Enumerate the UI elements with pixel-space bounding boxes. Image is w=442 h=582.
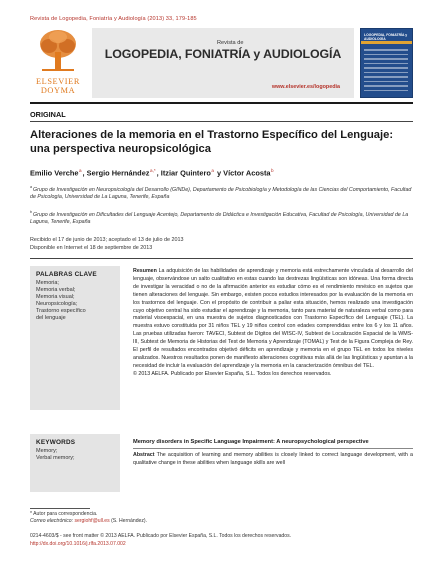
publisher-logo: [30, 28, 86, 98]
received-dates: Recibido el 17 de junio de 2013; aceptado el 13 de julio de 2013: [30, 237, 184, 243]
keyword-item: del lenguaje: [36, 315, 66, 321]
author-affiliation-mark[interactable]: a,*: [150, 168, 156, 173]
affiliation-text: Grupo de Investigación en Neuropsicología del Desarrollo (GINDe), Departamento de Psicobiología y Metodología de las Ciencias del Comportamiento, Facultad de Psicología, Universidad de La Laguna, Tenerife, España: [30, 186, 412, 201]
keyword-item: Memory;: [36, 448, 58, 454]
author-affiliation-mark[interactable]: a: [211, 168, 214, 173]
author-separator: ,: [156, 168, 159, 178]
abstract-rule: [30, 258, 413, 259]
corresponding-text: Autor para correspondencia.: [33, 511, 98, 517]
author-name[interactable]: Itziar Quintero: [160, 168, 211, 178]
abstract-es-label: Resumen: [133, 268, 157, 274]
journal-masthead: [30, 28, 413, 98]
journal-title-box: [92, 28, 354, 98]
author-affiliation-mark[interactable]: b: [271, 168, 274, 173]
author-name[interactable]: Víctor Acosta: [223, 168, 271, 178]
journal-revista-label: Revista de: [217, 40, 244, 46]
doi-link[interactable]: http://dx.doi.org/10.1016/j.rlfa.2013.07.002: [30, 541, 126, 547]
cover-title: LOGOPEDIA, FONIATRÍA y AUDIOLOGÍA: [364, 33, 408, 42]
section-label: ORIGINAL: [30, 110, 66, 119]
asterisk-icon: *: [30, 511, 34, 517]
affiliation-mark: a: [30, 185, 32, 189]
keyword-item: Memoria verbal;: [36, 287, 76, 293]
keyword-item: Memoria visual;: [36, 294, 75, 300]
cover-band: [361, 41, 412, 44]
author-name[interactable]: Emilio Verche: [30, 168, 79, 178]
elsevier-tree-icon: [36, 28, 80, 72]
author-separator: ,: [82, 168, 85, 178]
abstract-en-label: Abstract: [133, 452, 155, 458]
article-title: Alteraciones de la memoria en el Trastorno Específico del Lenguaje: una perspectiva neuropsicológica: [30, 129, 394, 155]
journal-cover-thumbnail: [360, 28, 413, 98]
abstract-en-rule: [133, 448, 413, 449]
author-separator: y: [214, 168, 222, 178]
keyword-item: Memoria;: [36, 280, 59, 286]
affiliation-text: Grupo de Investigación en Dificultades del Lenguaje Acentejo, Departamento de Didáctica e Investigación Educativa, Facultad de Psicología, Universidad de La Laguna, Tenerife, España: [30, 211, 409, 226]
keywords-es-box: [30, 266, 120, 410]
publisher-name-line2: DOYMA: [40, 86, 76, 95]
keyword-item: Trastorno específico: [36, 308, 86, 314]
affiliation-b: [30, 209, 413, 227]
online-date: Disponible en Internet el 18 de septiembre de 2013: [30, 245, 153, 251]
abstract-en-text: The acquisition of learning and memory abilities is closely linked to correct language development, with a qualitative change in these abilities when language skills are well: [133, 452, 413, 466]
footnote-rule: [30, 508, 90, 509]
abstract-en-title: Memory disorders in Specific Language Impairment: A neuropsychological perspective: [133, 439, 369, 445]
author-affiliation-mark[interactable]: a: [78, 168, 82, 173]
keywords-es-heading: PALABRAS CLAVE: [36, 271, 97, 278]
footnote-corresponding: [30, 511, 413, 518]
affiliation-a: [30, 184, 413, 202]
abstract-es-copyright: © 2013 AELFA. Publicado por Elsevier España, S.L. Todos los derechos reservados.: [133, 370, 332, 377]
abstract-es: [133, 268, 413, 379]
journal-name: LOGOPEDIA, FONIATRÍA y AUDIOLOGÍA: [104, 47, 342, 61]
author-name[interactable]: Sergio Hernández: [86, 168, 150, 178]
abstract-en: [133, 452, 413, 468]
author-list: [30, 168, 413, 177]
section-rule: [30, 121, 413, 122]
email-link[interactable]: sergiohf@ull.es: [74, 518, 110, 524]
keyword-item: Neuropsicología;: [36, 301, 78, 307]
journal-url-link[interactable]: www.elsevier.es/logopedia: [271, 84, 340, 90]
email-label: Correo electrónico:: [30, 518, 74, 524]
affiliation-mark: b: [30, 210, 32, 214]
abstract-es-text: La adquisición de las habilidades de aprendizaje y memoria está estrechamente vinculada al desarrollo del lenguaje, observándose un salto cualitativo en estas cuando las destrezas lingüísticas son idóneas. Una forma directa de investigar la veracidad o no de la afirmación anterior es estudiar cómo es el rendimiento mnésico en sujetos que tienen alteraciones del lenguaje. Sin embargo, existen pocos estudios interesados por la evaluación de la memoria en los trastornos del lenguaje. Con el propósito de contribuir a paliar esta situación, hemos realizado una investigación cuyo objetivo central ha sido estudiar el aprendizaje y la memoria, tanto para material de naturaleza verbal como para material visoespacial, en una muestra de sujetos diagnosticados con Trastorno Específico del Lenguaje (TEL). La muestra estuvo constituida por 31 niños TEL y 19 niños control con edades comprendidas entre los 6 y los 11 años. Las pruebas utilizadas fueron: TAVECI, Subtest de Dígitos del WISC-IV, Subtest de Localización Espacial de la WMS-III, Subtest de Memoria de Historias del Test de Memoria y Aprendizaje (TOMAL) y Test de la Figura Compleja de Rey. El perfil de resultados encontrados objetivó déficits en aprendizaje y memoria en el grupo TEL en todos los niveles analizados. Nuestros resultados ponen de manifiesto alteraciones cognitivas más allá de las lingüísticas y apuntan a la necesidad de incluir la evaluación del aprendizaje y la memoria en la caracterización ómnibus del TEL.: [133, 268, 413, 369]
email-owner: (S. Hernández).: [111, 518, 148, 524]
issn-line: 0214-4603/$ - see front matter © 2013 AELFA. Publicado por Elsevier España, S.L. Todos los derechos reservados.: [30, 533, 292, 539]
header-rule: [30, 102, 413, 104]
keywords-en-box: [30, 434, 120, 492]
keyword-item: Verbal memory;: [36, 455, 75, 461]
footnote-email: [30, 518, 413, 525]
publisher-name-line1: ELSEVIER: [36, 77, 80, 86]
cover-text-lines: [364, 49, 408, 94]
running-head: Revista de Logopedia, Foniatría y Audiología (2013) 33, 179-185: [30, 16, 197, 22]
keywords-en-heading: KEYWORDS: [36, 439, 76, 446]
